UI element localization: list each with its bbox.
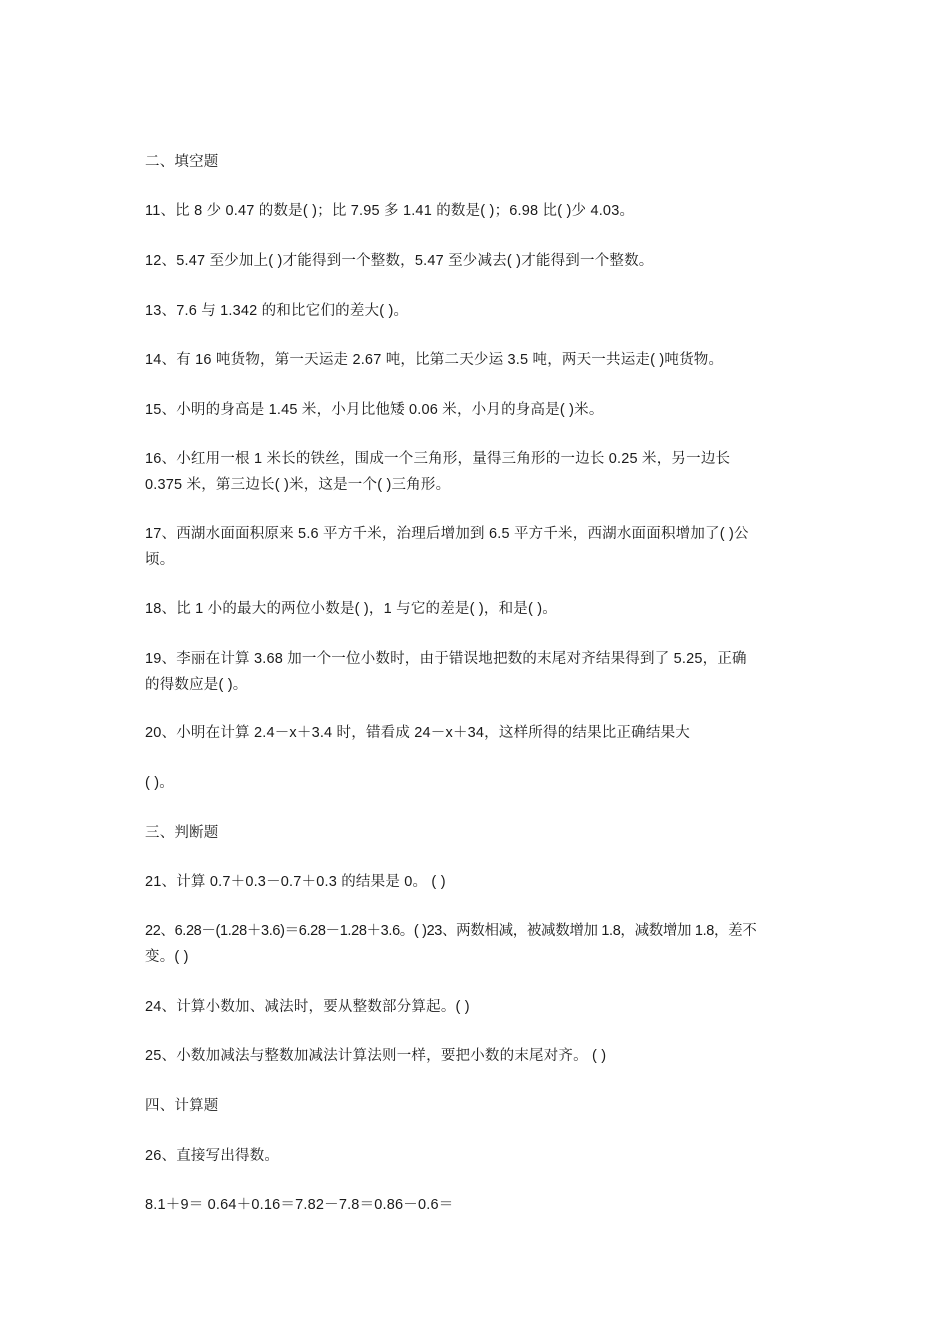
question-18: 18、比 1 小的最大的两位小数是( )，1 与它的差是( )，和是( )。: [145, 601, 557, 617]
question-25: 25、小数加减法与整数加减法计算法则一样，要把小数的末尾对齐。 ( ): [145, 1048, 607, 1064]
question-12: 12、5.47 至少加上( )才能得到一个整数，5.47 至少减去( )才能得到一个整数。: [145, 253, 654, 269]
question-16-line-1: 16、小红用一根 1 米长的铁丝，围成一个三角形，量得三角形的一边长 0.25 米，另一边长: [145, 451, 731, 467]
question-22-line-2: 变。( ): [145, 949, 189, 965]
section-heading-fill-blank: 二、填空题: [145, 154, 219, 170]
question-24: 24、计算小数加、减法时，要从整数部分算起。( ): [145, 999, 470, 1015]
question-26-items: 8.1＋9＝ 0.64＋0.16＝7.82－7.8＝0.86－0.6＝: [145, 1197, 454, 1213]
question-11: 11、比 8 少 0.47 的数是( )；比 7.95 多 1.41 的数是( )；6.98 比( )少 4.03。: [145, 203, 635, 219]
question-26: 26、直接写出得数。: [145, 1148, 280, 1164]
question-16-line-2: 0.375 米，第三边长( )米，这是一个( )三角形。: [145, 477, 451, 493]
section-heading-calculation: 四、计算题: [145, 1098, 219, 1114]
question-20-line-2: ( )。: [145, 775, 174, 791]
question-17-line-1: 17、西湖水面面积原来 5.6 平方千米，治理后增加到 6.5 平方千米，西湖水面面积增加了( )公: [145, 526, 749, 542]
question-19-line-2: 的得数应是( )。: [145, 677, 248, 693]
question-19-line-1: 19、李丽在计算 3.68 加一个一位小数时，由于错误地把数的末尾对齐结果得到了 5.25，正确: [145, 651, 747, 667]
question-15: 15、小明的身高是 1.45 米，小月比他矮 0.06 米，小月的身高是( )米。: [145, 402, 604, 418]
question-20-line-1: 20、小明在计算 2.4－x＋3.4 时，错看成 24－x＋34，这样所得的结果比正确结果大: [145, 725, 690, 741]
question-13: 13、7.6 与 1.342 的和比它们的差大( )。: [145, 303, 409, 319]
question-22-line-1: 22、6.28－(1.28＋3.6)＝6.28－1.28＋3.6。( )23、两数相减，被减数增加 1.8，减数增加 1.8，差不: [145, 923, 757, 939]
question-14: 14、有 16 吨货物，第一天运走 2.67 吨，比第二天少运 3.5 吨，两天一共运走( )吨货物。: [145, 352, 724, 368]
section-heading-judgment: 三、判断题: [145, 825, 219, 841]
question-17-line-2: 顷。: [145, 552, 175, 568]
question-21: 21、计算 0.7＋0.3－0.7＋0.3 的结果是 0。 ( ): [145, 874, 446, 890]
